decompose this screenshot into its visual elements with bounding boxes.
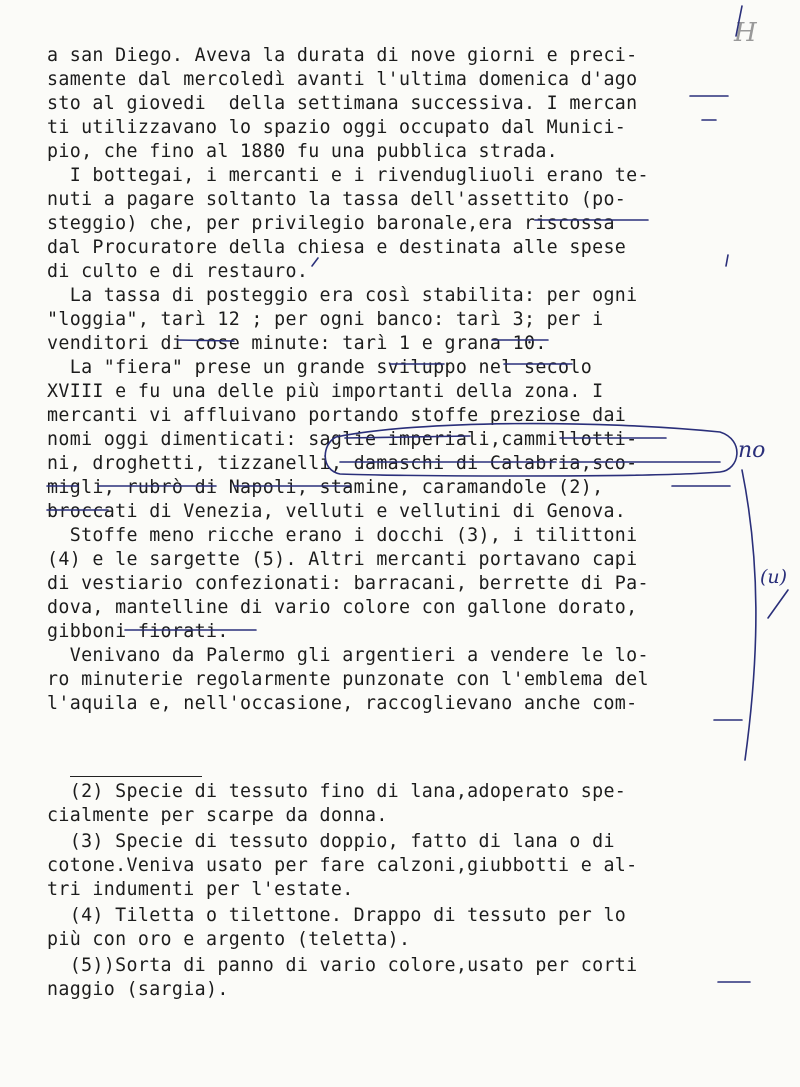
footnote-line: (5))Sorta di panno di vario colore,usato per corti <box>47 955 638 976</box>
margin-note-1: no <box>738 438 766 463</box>
footnote-line: cialmente per scarpe da donna. <box>47 805 388 826</box>
corner-pencil-mark: H <box>734 18 757 48</box>
body-line: nomi oggi dimenticati: saglie imperiali,cammillotti- <box>47 429 638 450</box>
tick-mark <box>726 255 728 266</box>
body-line: ro minuterie regolarmente punzonate con l'emblema del <box>47 669 649 690</box>
body-line: sto al giovedi della settimana successiva. I mercan <box>47 93 638 114</box>
body-line: migli, rubrò di Napoli, stamine, caramandole (2), <box>47 477 604 498</box>
body-line: dal Procuratore della chiesa e destinata alle spese <box>47 237 627 258</box>
footnote-line: cotone.Veniva usato per fare calzoni,giubbotti e al- <box>47 855 638 876</box>
body-line: I bottegai, i mercanti e i rivendugliuoli erano te- <box>47 165 649 186</box>
bracket-line <box>742 470 756 760</box>
body-line: l'aquila e, nell'occasione, raccoglievano anche com- <box>47 693 638 714</box>
body-line: samente dal mercoledì avanti l'ultima domenica d'ago <box>47 69 638 90</box>
body-line: pio, che fino al 1880 fu una pubblica strada. <box>47 141 559 162</box>
footnote-separator <box>70 776 202 777</box>
body-line: mercanti vi affluivano portando stoffe preziose dai <box>47 405 627 426</box>
body-line: Stoffe meno ricche erano i docchi (3), i tilittoni <box>47 525 638 546</box>
body-line: ti utilizzavano lo spazio oggi occupato dal Munici- <box>47 117 627 138</box>
body-line: a san Diego. Aveva la durata di nove giorni e preci- <box>47 45 638 66</box>
footnote-line: naggio (sargia). <box>47 979 229 1000</box>
margin-note-2: (u) <box>760 566 788 588</box>
body-line: La "fiera" prese un grande sviluppo nel secolo <box>47 357 593 378</box>
tick-mark-4 <box>768 590 788 618</box>
body-line: gibboni fiorati. <box>47 621 229 642</box>
body-line: XVIII e fu una delle più importanti della zona. I <box>47 381 604 402</box>
body-line: Venivano da Palermo gli argentieri a vendere le lo- <box>47 645 649 666</box>
body-line: di vestiario confezionati: barracani, berrette di Pa- <box>47 573 649 594</box>
body-line: steggio) che, per privilegio baronale,era riscossa <box>47 213 615 234</box>
body-line: (4) e le sargette (5). Altri mercanti portavano capi <box>47 549 638 570</box>
body-line: nuti a pagare soltanto la tassa dell'assettito (po- <box>47 189 627 210</box>
footnote-line: tri indumenti per l'estate. <box>47 879 354 900</box>
body-line: broccati di Venezia, velluti e vellutini di Genova. <box>47 501 627 522</box>
body-line: "loggia", tarì 12 ; per ogni banco: tarì 3; per i <box>47 309 604 330</box>
footnote-line: (3) Specie di tessuto doppio, fatto di lana o di <box>47 831 615 852</box>
footnote-line: più con oro e argento (teletta). <box>47 929 411 950</box>
body-line: dova, mantelline di vario colore con gallone dorato, <box>47 597 638 618</box>
body-line: La tassa di posteggio era così stabilita: per ogni <box>47 285 638 306</box>
footnote-line: (2) Specie di tessuto fino di lana,adoperato spe- <box>47 781 627 802</box>
body-line: venditori di cose minute: tarì 1 e grana 10. <box>47 333 547 354</box>
footnote-line: (4) Tiletta o tilettone. Drappo di tessuto per lo <box>47 905 627 926</box>
body-line: ni, droghetti, tizzanelli, damaschi di Calabria,sco- <box>47 453 638 474</box>
body-line: di culto e di restauro. <box>47 261 309 282</box>
